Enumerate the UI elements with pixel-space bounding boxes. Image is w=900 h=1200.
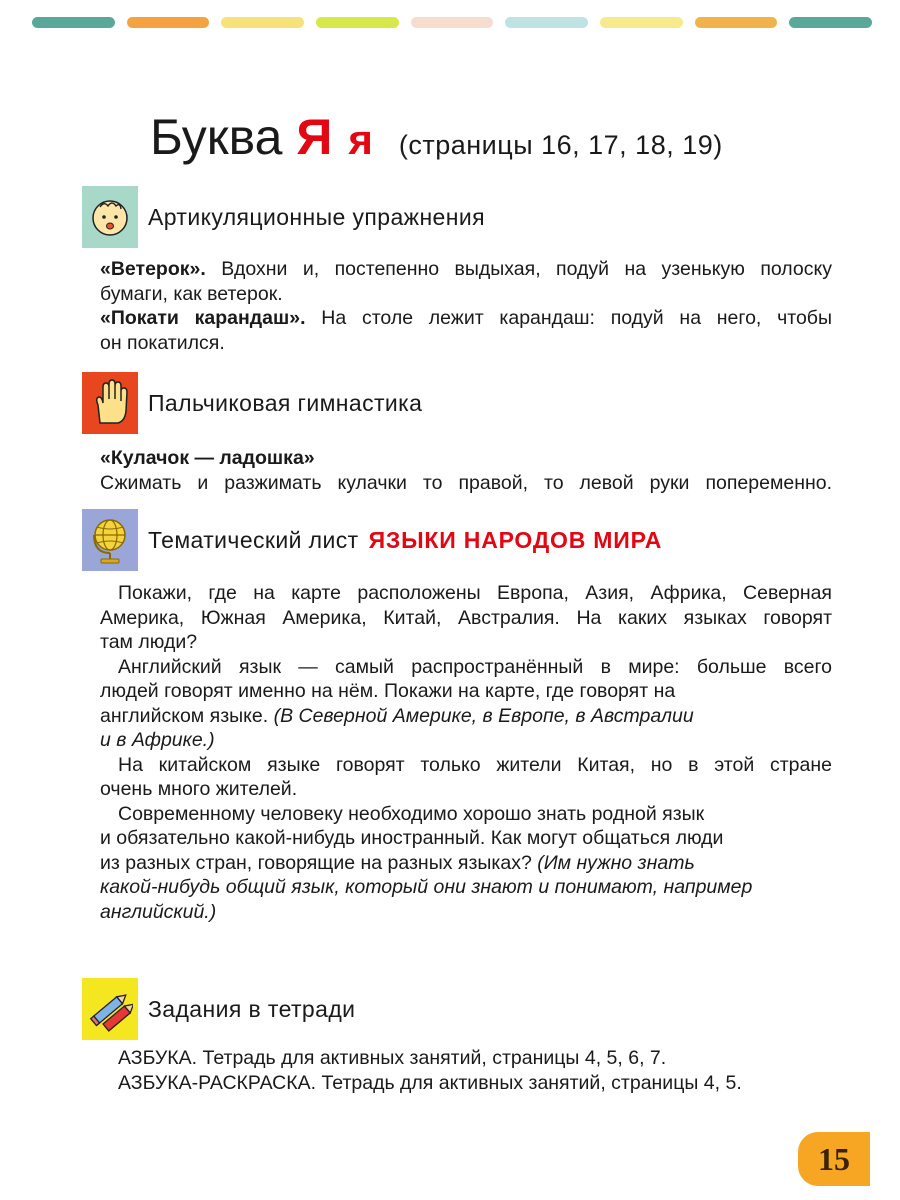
decorative-top-bar xyxy=(32,17,872,31)
thematic-p1-line2: Америка, Южная Америка, Китай, Австралия. На каких языках говорят xyxy=(100,606,832,629)
workbook-text xyxy=(118,1046,838,1095)
thematic-p4-line1: Современному человеку необходимо хорошо знать родной язык xyxy=(118,802,705,825)
thematic-p4-line3-italic: (Им нужно знать xyxy=(537,851,695,874)
exercise-pokati-text-cont: он покатился. xyxy=(100,331,225,354)
workbook-line-2: АЗБУКА-РАСКРАСКА. Тетрадь для активных занятий, страницы 4, 5. xyxy=(118,1071,742,1094)
exercise-veterok-text: Вдохни и, постепенно выдыхая, подуй на узенькую полоску xyxy=(205,258,832,280)
thematic-title-text: Тематический лист xyxy=(148,526,359,553)
articulation-text xyxy=(100,257,832,355)
section-thematic-title xyxy=(148,527,662,554)
section-workbook-header xyxy=(82,978,355,1040)
exercise-kulachok-text: Сжимать и разжимать кулачки то правой, то левой руки попеременно. xyxy=(100,471,832,494)
page-number: 15 xyxy=(798,1132,870,1186)
pencil-icon xyxy=(82,978,138,1040)
thematic-p3-line2: очень много жителей. xyxy=(100,778,298,800)
section-thematic-header xyxy=(82,509,662,571)
section-finger-header xyxy=(82,372,422,434)
workbook-line-1: АЗБУКА. Тетрадь для активных занятий, страницы 4, 5, 6, 7. xyxy=(118,1047,667,1069)
thematic-topic: ЯЗЫКИ НАРОДОВ МИРА xyxy=(368,526,663,553)
thematic-p3-line1: На китайском языке говорят только жители Китая, но в этой стране xyxy=(118,753,832,776)
pages-reference: (страницы 16, 17, 18, 19) xyxy=(398,130,723,160)
exercise-kulachok-name: «Кулачок — ладошка» xyxy=(100,447,315,469)
thematic-p2-line3-italic: (В Северной Америке, в Европе, в Австралии xyxy=(273,704,694,727)
thematic-p1-line1: Покажи, где на карте расположены Европа, Азия, Африка, Северная xyxy=(118,582,832,604)
thematic-p4-line4-italic: какой-нибудь общий язык, который они знают и понимают, например xyxy=(100,876,753,898)
globe-icon xyxy=(82,509,138,571)
thematic-p4-line2: и обязательно какой-нибудь иностранный. Как могут общаться люди xyxy=(100,827,724,849)
thematic-p1-line3: там люди? xyxy=(100,631,198,653)
thematic-p2-line2: людей говорят именно на нём. Покажи на карте, где говорят на xyxy=(100,680,676,702)
thematic-text xyxy=(100,581,832,924)
exercise-pokati-text: На столе лежит карандаш: подуй на него, чтобы xyxy=(305,307,832,329)
section-articulation-header xyxy=(82,186,485,248)
thematic-p2-line3-plain: английском языке. xyxy=(100,704,274,727)
letter-lower: я xyxy=(348,116,373,163)
title-word: Буква xyxy=(150,109,283,165)
letter-upper: Я xyxy=(296,109,333,165)
thematic-p2-line4-italic: и в Африке.) xyxy=(100,729,215,751)
exercise-veterok-name: «Ветерок». xyxy=(100,258,206,280)
finger-text xyxy=(100,446,832,495)
page-title xyxy=(150,108,723,166)
section-finger-title: Пальчиковая гимнастика xyxy=(148,389,423,416)
exercise-pokati-name: «Покати карандаш». xyxy=(100,307,306,329)
thematic-p4-line3-plain: из разных стран, говорящие на разных языках? xyxy=(100,851,538,874)
thematic-p2-line1: Английский язык — самый распространённый в мире: больше всего xyxy=(118,655,832,678)
section-workbook-title: Задания в тетради xyxy=(148,995,356,1022)
section-articulation-title: Артикуляционные упражнения xyxy=(148,203,485,230)
hand-icon xyxy=(82,372,138,434)
exercise-veterok-text-cont: бумаги, как ветерок. xyxy=(100,282,283,305)
face-icon xyxy=(82,186,138,248)
thematic-p4-line5-italic: английский.) xyxy=(100,900,217,923)
